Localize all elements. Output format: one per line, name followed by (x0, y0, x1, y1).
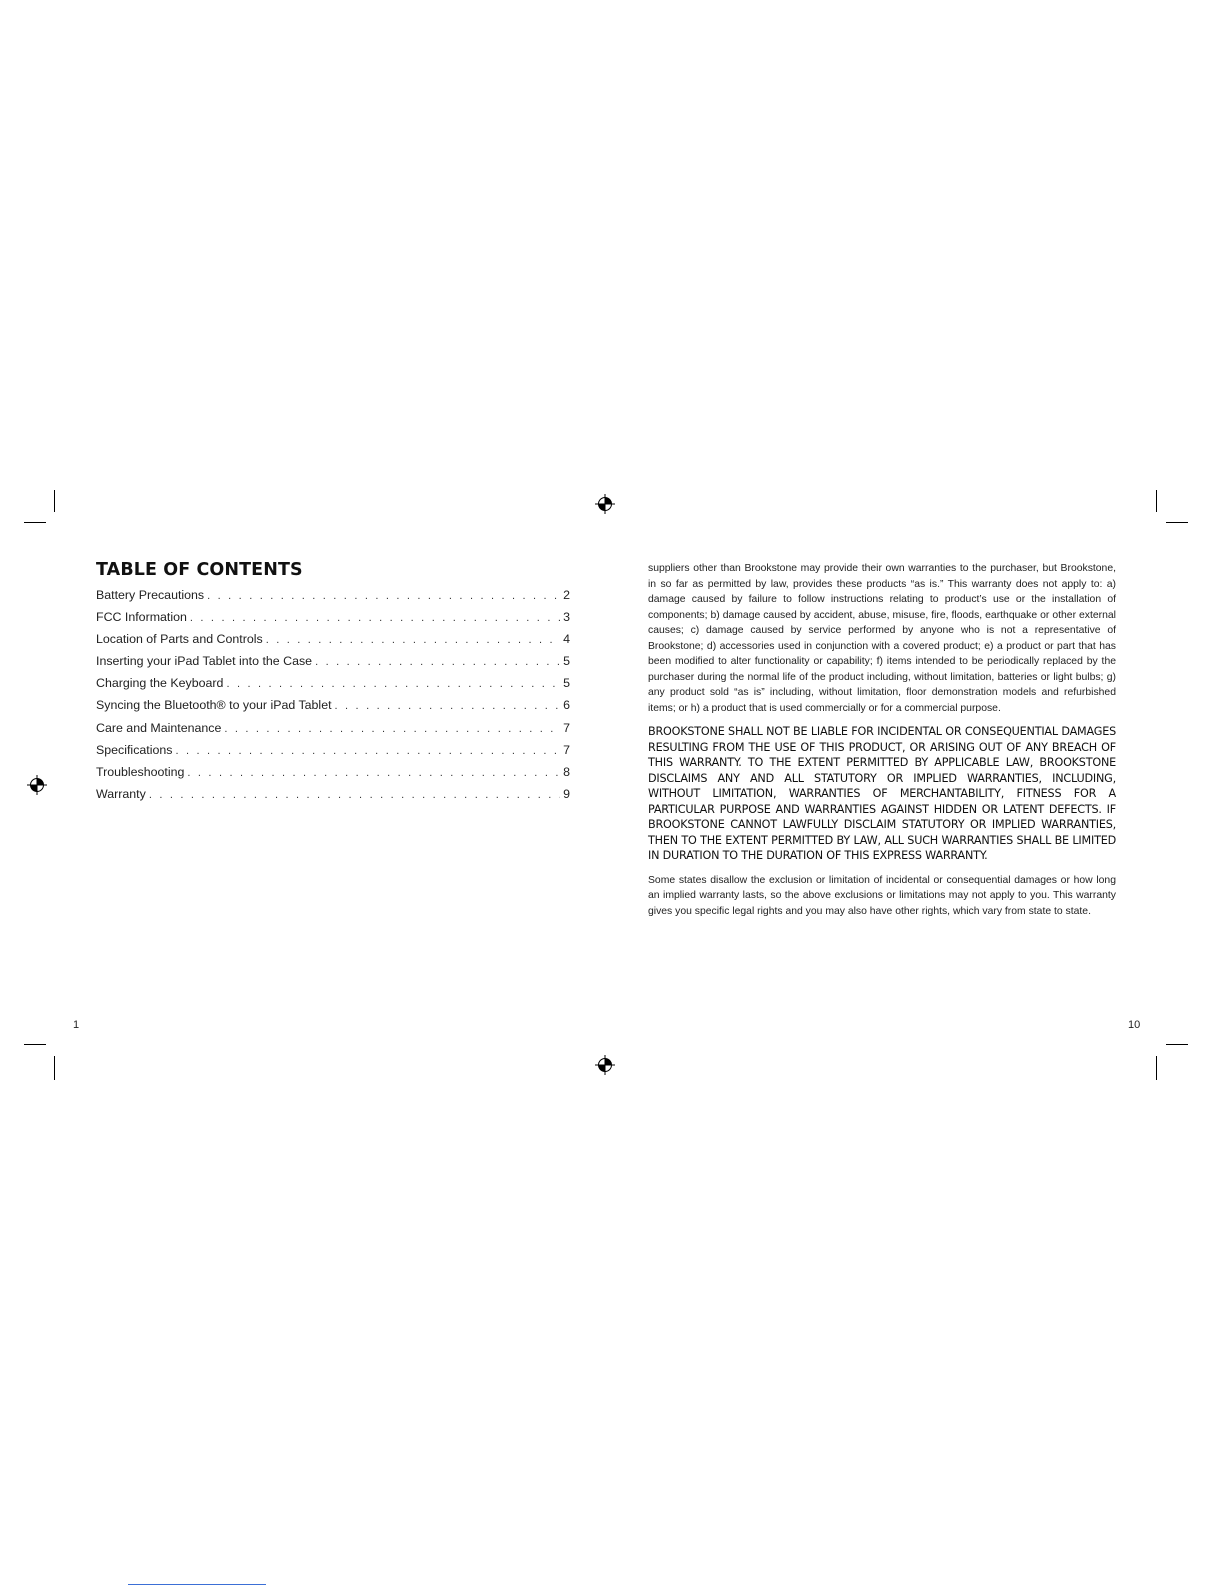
toc-leader-dots (315, 656, 560, 668)
toc-entry[interactable] (96, 721, 570, 743)
crop-mark-bottom-left-vertical (54, 1056, 55, 1080)
toc-entry-page: 2 (563, 588, 570, 602)
toc-entry-page: 5 (563, 676, 570, 691)
toc-leader-dots (335, 700, 561, 712)
crop-mark-top-right-vertical (1156, 490, 1157, 512)
toc-leader-dots (226, 678, 560, 690)
toc-entry-page: 7 (563, 742, 570, 757)
toc-entry[interactable] (96, 632, 570, 654)
toc-leader-dots (149, 789, 560, 801)
toc-leader-dots (266, 634, 560, 646)
toc-entry-label: Inserting your iPad Tablet into the Case (96, 654, 313, 669)
table-of-contents (96, 560, 570, 809)
liability-disclaimer-paragraph: BROOKSTONE SHALL NOT BE LIABLE FOR INCIDENTAL OR CONSEQUENTIAL DAMAGES RESULTING FROM THE USE OF THIS PRODUCT, OR ARISING OUT OF ANY BREACH OF THIS WARRANTY. TO THE EXTENT PERMITTED BY APPLICABLE LAW, BROOKSTONE DISCLAIMS ANY AND ALL STATUTORY OR IMPLIED WARRANTIES, INCLUDING, WITHOUT LIMITATION, WARRANTIES OF MERCHANTABILITY, FITNESS FOR A PARTICULAR PURPOSE AND WARRANTIES AGAINST HIDDEN OR LATENT DEFECTS. IF BROOKSTONE CANNOT LAWFULLY DISCLAIM STATUTORY OR IMPLIED WARRANTIES, THEN TO THE EXTENT PERMITTED BY LAW, ALL SUCH WARRANTIES SHALL BE LIMITED IN DURATION TO THE DURATION OF THIS EXPRESS WARRANTY. (648, 725, 1116, 862)
warranty-exclusions-paragraph: suppliers other than Brookstone may provide their own warranties to the purchaser, but Brookstone, in so far as permitted by law, provides these products “as is.” This warranty does not apply to: a) damage caused by failure to follow instructions relating to product’s use or the installation of components; b) damage caused by accident, abuse, misuse, fire, floods, earthquake or other external causes; c) damage caused by service performed by anyone who is not a representative of Brookstone; d) accessories used in conjunction with a covered product; e) a product or part that has been modified to alter functionality or capability; f) items intended to be periodically replaced by the purchaser during the normal life of the product including, without limitation, batteries or light bulbs; g) any product sold “as is” including, without limitation, floor demonstration models and refurbished items; or h) a product that is used commercially or for a commercial purpose. (648, 563, 1116, 714)
toc-entry-page: 5 (563, 654, 570, 669)
crop-mark-top-left-horizontal (24, 522, 46, 523)
crop-mark-bottom-right-vertical (1156, 1056, 1157, 1080)
toc-title: TABLE OF CONTENTS (96, 560, 303, 580)
toc-entry-label: FCC Information (96, 610, 187, 625)
toc-entry-page: 4 (563, 632, 570, 647)
toc-entry-label: Specifications (96, 742, 173, 757)
toc-entry[interactable] (96, 654, 570, 676)
page-number-right: 10 (1128, 1019, 1141, 1031)
toc-entry-page: 3 (563, 610, 570, 625)
toc-entry[interactable] (96, 698, 570, 720)
crop-mark-top-left-vertical (54, 490, 55, 512)
toc-leader-dots (175, 745, 560, 757)
toc-entry-page: 9 (563, 786, 570, 801)
state-rights-paragraph: Some states disallow the exclusion or limitation of incidental or consequential damages or how long an implied warranty lasts, so the above exclusions or limitations may not apply to you. This warranty gives you specific legal rights and you may also have other rights, which vary from state to state. (648, 874, 1116, 917)
registration-mark-top-icon (595, 494, 615, 514)
toc-leader-dots (224, 723, 560, 735)
toc-entry-label: Care and Maintenance (96, 720, 222, 735)
toc-entry[interactable] (96, 676, 570, 698)
page-number-left: 1 (73, 1019, 80, 1031)
toc-entry[interactable] (96, 743, 570, 765)
toc-entry-label: Location of Parts and Controls (96, 632, 263, 647)
crop-mark-top-right-horizontal (1166, 522, 1188, 523)
registration-mark-bottom-icon (595, 1055, 615, 1075)
toc-entry[interactable] (96, 765, 570, 787)
toc-entry-label: Charging the Keyboard (96, 676, 224, 691)
toc-entry-label: Warranty (96, 786, 146, 801)
warranty-text (648, 561, 1116, 919)
crop-mark-bottom-right-horizontal (1166, 1044, 1188, 1045)
registration-mark-left-icon (27, 775, 47, 795)
toc-entry-page: 8 (563, 764, 570, 779)
toc-entry[interactable] (96, 787, 570, 809)
toc-entry-label: Syncing the Bluetooth® to your iPad Tablet (96, 698, 332, 713)
toc-entry-page: 6 (563, 698, 570, 713)
toc-entry-label: Battery Precautions (96, 588, 205, 602)
toc-leader-dots (190, 612, 560, 624)
toc-entry-label: Troubleshooting (96, 764, 185, 779)
toc-entry[interactable] (96, 588, 570, 610)
toc-leader-dots (207, 590, 560, 602)
crop-mark-bottom-left-horizontal (24, 1044, 46, 1045)
toc-leader-dots (187, 767, 560, 779)
toc-entry-page: 7 (563, 720, 570, 735)
toc-entry[interactable] (96, 610, 570, 632)
